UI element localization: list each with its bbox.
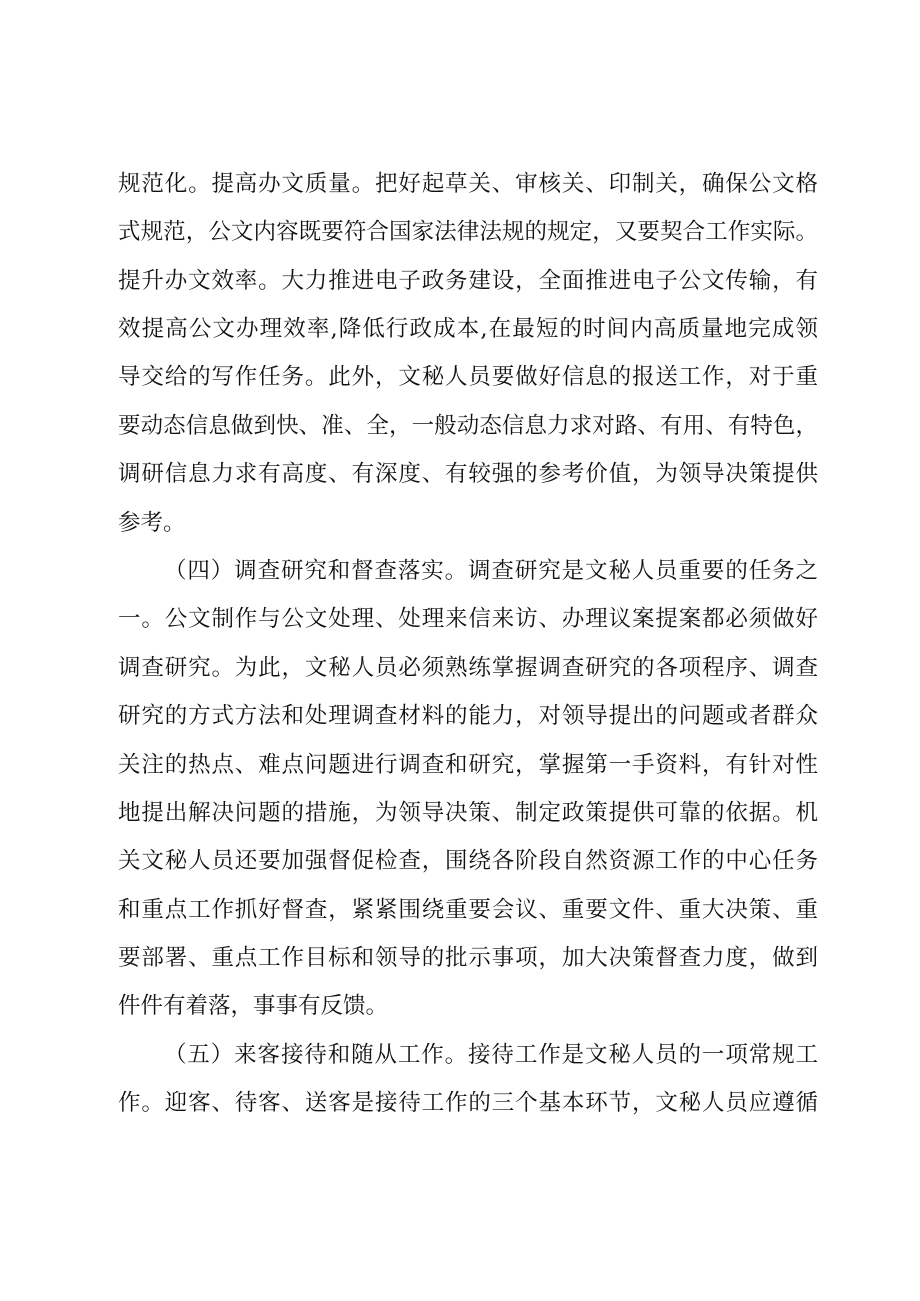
text-line-11: 调查研究。为此，文秘人员必须熟练掌握调查研究的各项程序、调查 <box>118 655 818 681</box>
text-line-9: （四）调查研究和督查落实。调查研究是文秘人员重要的任务之 <box>164 558 818 584</box>
text-line-7: 调研信息力求有高度、有深度、有较强的参考价值，为领导决策提供 <box>118 461 818 487</box>
text-line-3: 提升办文效率。大力推进电子政务建设，全面推进电子公文传输，有 <box>118 268 818 294</box>
text-line-20: 作。迎客、待客、送客是接待工作的三个基本环节，文秘人员应遵循 <box>118 1090 818 1116</box>
text-line-19: （五）来客接待和随从工作。接待工作是文秘人员的一项常规工 <box>164 1042 818 1068</box>
text-line-15: 关文秘人员还要加强督促检查，围绕各阶段自然资源工作的中心任务 <box>118 848 818 874</box>
text-line-2: 式规范，公文内容既要符合国家法律法规的规定，又要契合工作实际。 <box>118 219 818 245</box>
text-line-8: 参考。 <box>118 510 186 536</box>
text-line-16: 和重点工作抓好督查，紧紧围绕重要会议、重要文件、重大决策、重 <box>118 897 818 923</box>
text-line-17: 要部署、重点工作目标和领导的批示事项，加大决策督查力度，做到 <box>118 945 818 971</box>
text-line-14: 地提出解决问题的措施，为领导决策、制定政策提供可靠的依据。机 <box>118 800 818 826</box>
text-line-5: 导交给的写作任务。此外，文秘人员要做好信息的报送工作，对于重 <box>118 364 818 390</box>
text-line-18: 件件有着落，事事有反馈。 <box>118 993 389 1019</box>
text-line-6: 要动态信息做到快、准、全，一般动态信息力求对路、有用、有特色， <box>118 413 818 439</box>
text-line-13: 关注的热点、难点问题进行调查和研究，掌握第一手资料，有针对性 <box>118 752 818 778</box>
text-line-4: 效提高公文办理效率,降低行政成本,在最短的时间内高质量地完成领 <box>118 316 818 342</box>
text-line-10: 一。公文制作与公文处理、处理来信来访、办理议案提案都必须做好 <box>118 606 818 632</box>
text-line-1: 规范化。提高办文质量。把好起草关、审核关、印制关，确保公文格 <box>118 171 818 197</box>
text-line-12: 研究的方式方法和处理调查材料的能力，对领导提出的问题或者群众 <box>118 703 818 729</box>
